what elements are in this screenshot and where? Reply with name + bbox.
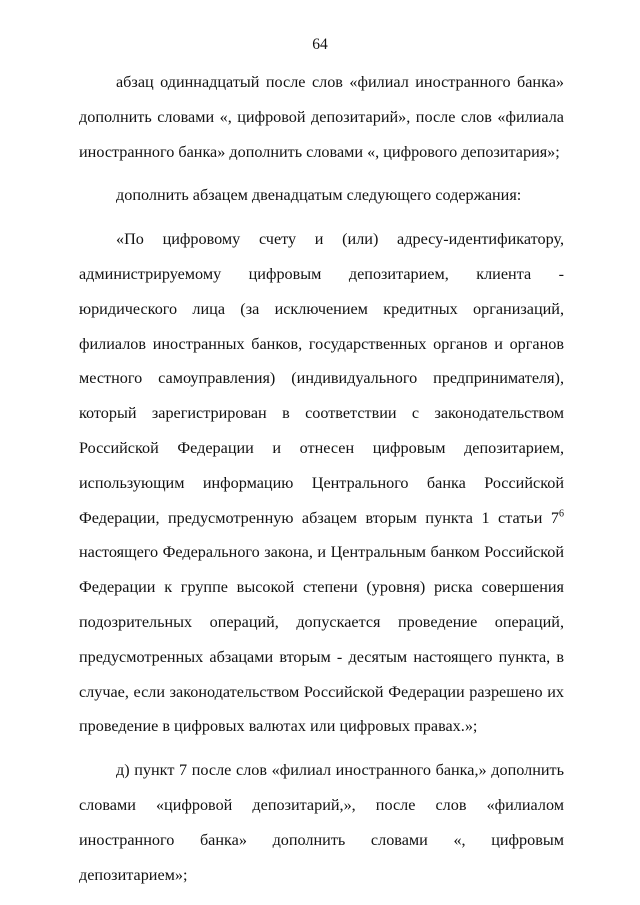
paragraph-text-before-superscript: «По цифровому счету и (или) адресу-идентификатору, администрируемому цифровым депозитарием, клиента - юридического лица (за исключением кредитных организаций, филиалов иностранных банков, государственных органов и органов местного самоуправления) (индивидуального предпринимателя), который зарегистрирован в соответствии с законодательством Российской Федерации и отнесен цифровым депозитарием, использующим информацию Центрального банка Российской Федерации, предусмотренную абзацем вторым пункта 1 статьи 7 xyxy=(79,230,564,527)
paragraph-text-after-superscript: настоящего Федерального закона, и Центральным банком Российской Федерации к группе высокой степени (уровня) риска совершения подозрительных операций, допускается проведение операций, предусмотренных абзацами вторым - десятым настоящего пункта, в случае, если законодательством Российской Федерации разрешено их проведение в цифровых валютах или цифровых правах.»; xyxy=(79,543,564,736)
paragraph-item-d: д) пункт 7 после слов «филиал иностранного банка,» дополнить словами «цифровой депозитарий,», после слов «филиалом иностранного банка» дополнить словами «, цифровым депозитарием»; xyxy=(79,761,564,884)
paragraph-add-twelfth: дополнить абзацем двенадцатым следующего содержания: xyxy=(116,186,522,205)
paragraph-amend-eleventh: абзац одиннадцатый после слов «филиал иностранного банка» дополнить словами «, цифровой депозитарий», после слов «филиала иностранного банка» дополнить словами «, цифрового депозитария»; xyxy=(79,73,564,161)
article-superscript: 6 xyxy=(559,508,564,520)
paragraph-twelfth-content xyxy=(79,222,564,744)
document-body xyxy=(79,65,564,892)
page-number: 64 xyxy=(312,36,328,53)
